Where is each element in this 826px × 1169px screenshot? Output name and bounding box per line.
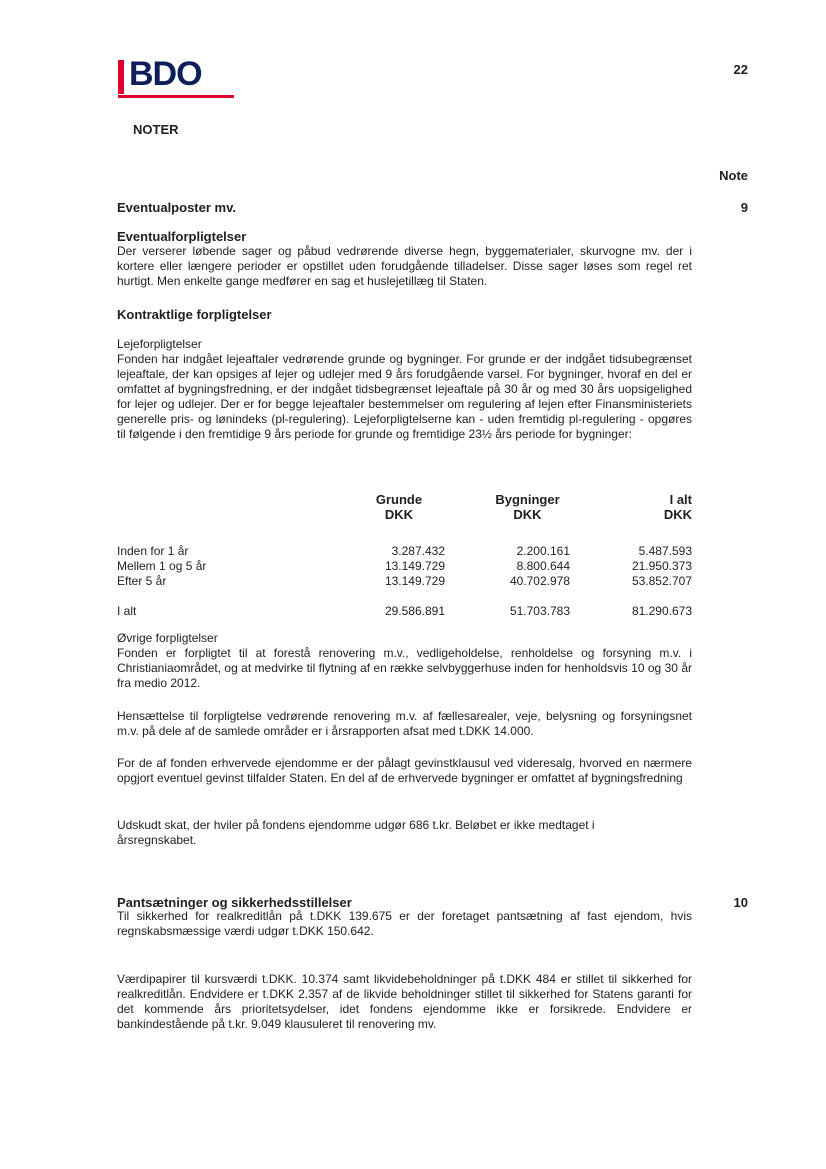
- row-label: Efter 5 år: [117, 574, 167, 588]
- total-grunde: 29.586.891: [384, 604, 445, 618]
- securities-text: Værdipapirer til kursværdi t.DKK. 10.374 samt likvidebeholdninger på t.DKK 484 er stillet til sikkerhed for realkreditlån. Endvidere er t.DKK 2.357 af de likvide beholdninger stillet til sikkerhed for Statens garanti for det kommende års prioritetsydelser, idet fondens ejendomme ikke er forsikrede. Endvidere er bankindestående på t.kr. 9.049 klausuleret til renovering mv.: [117, 972, 692, 1031]
- cell-ialt: 21.950.373: [631, 559, 692, 573]
- col-grunde-header: Grunde: [375, 492, 423, 507]
- logo-text: BDO: [129, 55, 202, 93]
- clause-text: For de af fonden erhvervede ejendomme er der pålagt gevinstklausul ved videresalg, hvorved en nærmere opgjort eventuel gevinst tilfalder Staten. En del af de erhvervede bygninger er omfattet af bygningsfredning: [117, 756, 692, 785]
- table-row: [117, 574, 692, 589]
- contract-heading: Kontraktlige forpligtelser: [117, 307, 272, 322]
- table-total-row: [117, 604, 692, 619]
- eventual-heading: Eventualforpligtelser: [117, 229, 247, 244]
- eventual-text: Der verserer løbende sager og påbud vedrørende diverse hegn, byggematerialer, skurvogne mv. der i kortere eller længere perioder er opstillet uden forudgående tilladelser. Disse sager løses som regel ret hurtigt. Men enkelte gange medfører en sag et huslejetillæg til Staten.: [117, 244, 692, 288]
- note-10-title: Pantsætninger og sikkerhedsstillelser: [117, 895, 352, 910]
- cell-grunde: 13.149.729: [384, 574, 445, 588]
- total-ialt: 81.290.673: [631, 604, 692, 618]
- section-title: NOTER: [133, 122, 179, 137]
- cell-bygninger: 2.200.161: [516, 544, 570, 558]
- col-bygninger-unit: DKK: [513, 507, 542, 522]
- note-9-number: 9: [740, 200, 748, 215]
- row-label: Inden for 1 år: [117, 544, 189, 558]
- col-bygninger-header: Bygninger: [495, 492, 560, 507]
- cell-grunde: 13.149.729: [384, 559, 445, 573]
- other-text: Fonden er forpligtet til at forestå renovering m.v., vedligeholdelse, renholdelse og forsyning m.v. i Christianiaområdet, og at medvirke til flytning af en række selvbyggerhuse inden for henholdsvis 10 og 30 år fra medio 2012.: [117, 646, 692, 690]
- tax-text: Udskudt skat, der hviler på fondens ejendomme udgør 686 t.kr. Beløbet er ikke medtaget i årsregnskabet.: [117, 818, 595, 847]
- col-ialt-header: I alt: [669, 492, 692, 507]
- page-number: 22: [733, 62, 748, 77]
- col-grunde-unit: DKK: [384, 507, 414, 522]
- lease-obligation-table: [117, 492, 692, 619]
- note-9-title: Eventualposter mv.: [117, 200, 236, 215]
- row-label: Mellem 1 og 5 år: [117, 559, 207, 573]
- cell-grunde: 3.287.432: [391, 544, 445, 558]
- provision-text: Hensættelse til forpligtelse vedrørende renovering m.v. af fællesarealer, veje, belysning og forsyningsnet m.v. på dele af de samlede områder er i årsrapporten afsat med t.DKK 14.000.: [117, 709, 692, 738]
- total-bygninger: 51.703.783: [509, 604, 570, 618]
- other-subheading: Øvrige forpligtelser: [117, 631, 218, 645]
- cell-bygninger: 40.702.978: [509, 574, 570, 588]
- logo-underline: [118, 95, 234, 98]
- logo-red-bar: [118, 60, 124, 94]
- cell-ialt: 5.487.593: [638, 544, 692, 558]
- bdo-logo: [118, 56, 236, 100]
- cell-ialt: 53.852.707: [631, 574, 692, 588]
- total-label: I alt: [117, 604, 137, 618]
- lease-subheading: Lejeforpligtelser: [117, 337, 202, 351]
- table-unit-row: [117, 507, 692, 522]
- note-10-number: 10: [733, 895, 748, 910]
- cell-bygninger: 8.800.644: [516, 559, 570, 573]
- table-row: [117, 544, 692, 559]
- pledge-text: Til sikkerhed for realkreditlån på t.DKK 139.675 er der foretaget pantsætning af fast ejendom, hvis regnskabsmæssige værdi udgør t.DKK 150.642.: [117, 909, 692, 938]
- col-ialt-unit: DKK: [663, 507, 692, 522]
- lease-text: Fonden har indgået lejeaftaler vedrørende grunde og bygninger. For grunde er der indgået tidsubegrænset lejeaftale, der kan opsiges af lejer og udlejer med 9 års forudgående varsel. For bygninger, hvoraf en del er omfattet af bygningsfredning, er der indgået tidsbegrænset lejeaftale på 30 år og med 30 års uopsigelighed for lejer og udlejer. Der er for begge lejeaftaler bestemmelser om regulering af lejen efter Finansministeriets generelle pris- og lønindeks (pl-regulering). Lejeforpligtelserne kan - uden fremtidig pl-regulering - opgøres til følgende i den fremtidige 9 års periode for grunde og fremtidige 23½ års periode for bygninger:: [117, 352, 692, 441]
- note-column-header: Note: [719, 168, 748, 183]
- table-row: [117, 559, 692, 574]
- table-header-row: [117, 492, 692, 507]
